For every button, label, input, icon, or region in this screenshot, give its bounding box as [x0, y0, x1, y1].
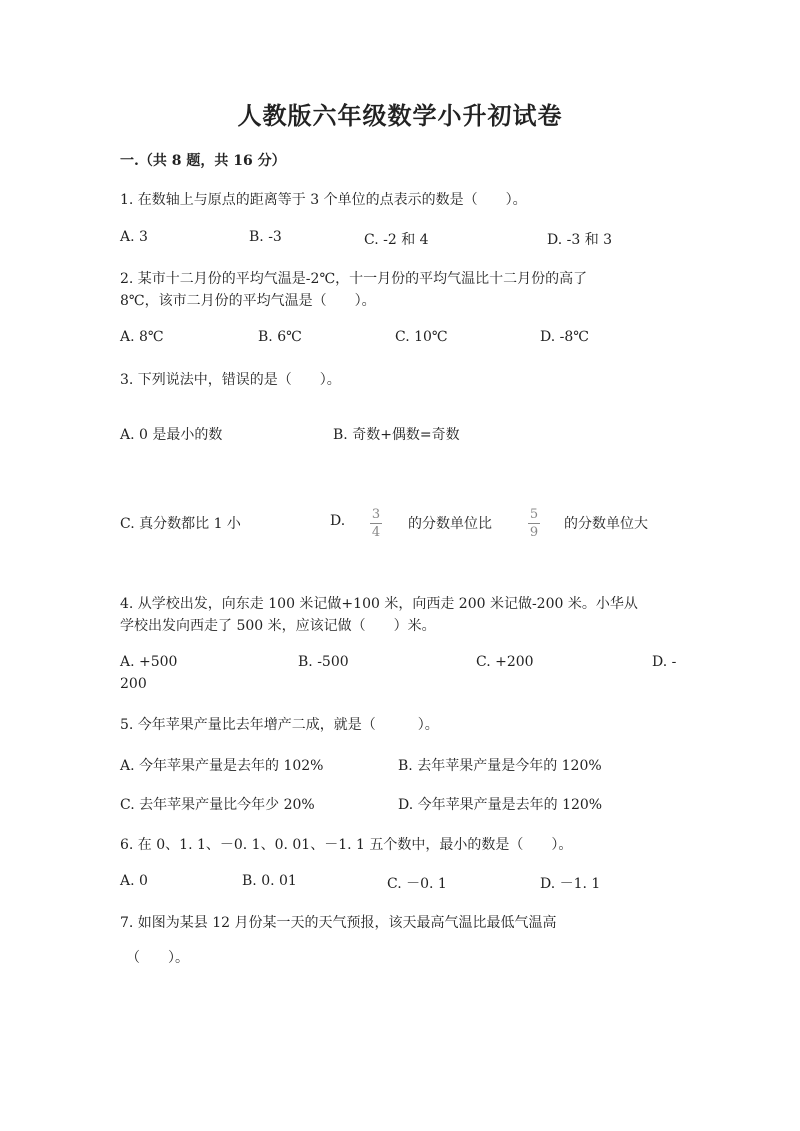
question-7-text-line-1: 7. 如图为某县 12 月份某一天的天气预报，该天最高气温比最低气温高 [120, 915, 557, 931]
fraction-denominator: 4 [371, 525, 381, 540]
question-2-option-b[interactable]: B. 6℃ [258, 329, 302, 345]
question-3-option-d-text-1: 的分数单位比 [408, 516, 492, 532]
question-4-text-line-1: 4. 从学校出发，向东走 100 米记做+100 米，向西走 200 米记做-200 米。小华从 [120, 596, 638, 612]
question-4-option-a[interactable]: A. +500 [120, 654, 178, 670]
question-6-option-c[interactable]: C. －0. 1 [387, 876, 447, 892]
question-4-option-b[interactable]: B. -500 [298, 654, 349, 670]
question-5-option-d[interactable]: D. 今年苹果产量是去年的 120% [398, 797, 603, 813]
question-6-option-d[interactable]: D. －1. 1 [540, 876, 601, 892]
fraction-bar [528, 523, 540, 524]
question-2-option-c[interactable]: C. 10℃ [395, 329, 448, 345]
fraction-bar [370, 523, 382, 524]
fraction-numerator: 5 [529, 507, 539, 522]
question-1-text: 1. 在数轴上与原点的距离等于 3 个单位的点表示的数是（ ）。 [120, 192, 527, 208]
question-1-option-a[interactable]: A. 3 [120, 229, 148, 245]
question-4-option-c[interactable]: C. +200 [476, 654, 534, 670]
question-3-option-d-text-2: 的分数单位大 [564, 516, 648, 532]
question-2-option-a[interactable]: A. 8℃ [120, 329, 164, 345]
fraction-denominator: 9 [529, 525, 539, 540]
page-title: 人教版六年级数学小升初试卷 [237, 101, 563, 130]
question-5-option-b[interactable]: B. 去年苹果产量是今年的 120% [398, 758, 602, 774]
question-3-text: 3. 下列说法中，错误的是（ ）。 [120, 372, 341, 388]
question-5-option-a[interactable]: A. 今年苹果产量是去年的 102% [120, 758, 324, 774]
question-2-text-line-2: 8℃，该市二月份的平均气温是（ ）。 [120, 293, 376, 309]
fraction-numerator: 3 [371, 507, 381, 522]
question-5-text: 5. 今年苹果产量比去年增产二成，就是（ ）。 [120, 717, 439, 733]
question-6-option-b[interactable]: B. 0. 01 [242, 873, 297, 889]
question-3-option-a[interactable]: A. 0 是最小的数 [120, 427, 223, 443]
question-1-option-d[interactable]: D. -3 和 3 [547, 232, 613, 248]
fraction-five-ninths [527, 507, 541, 540]
question-6-text: 6. 在 0、1. 1、－0. 1、0. 01、－1. 1 五个数中，最小的数是（ ）。 [120, 837, 573, 853]
question-2-option-d[interactable]: D. -8℃ [540, 329, 589, 345]
question-1-option-c[interactable]: C. -2 和 4 [364, 232, 429, 248]
question-4-text-line-2: 学校出发向西走了 500 米，应该记做（ ）米。 [120, 618, 436, 634]
question-3-option-d[interactable]: D. [330, 513, 346, 529]
question-6-option-a[interactable]: A. 0 [120, 873, 148, 889]
question-4-option-d[interactable]: D. - [652, 654, 677, 670]
question-1-option-b[interactable]: B. -3 [249, 229, 282, 245]
question-5-option-c[interactable]: C. 去年苹果产量比今年少 20% [120, 797, 315, 813]
question-3-option-c[interactable]: C. 真分数都比 1 小 [120, 516, 241, 532]
question-7-text-line-2: （ ）。 [126, 950, 189, 966]
question-2-text-line-1: 2. 某市十二月份的平均气温是-2℃，十一月份的平均气温比十二月份的高了 [120, 271, 588, 287]
fraction-three-quarters [369, 507, 383, 540]
section-heading: 一.（共 8 题，共 16 分） [120, 153, 286, 169]
question-4-option-d-continued: 200 [120, 676, 147, 692]
question-3-option-b[interactable]: B. 奇数+偶数=奇数 [333, 427, 460, 443]
